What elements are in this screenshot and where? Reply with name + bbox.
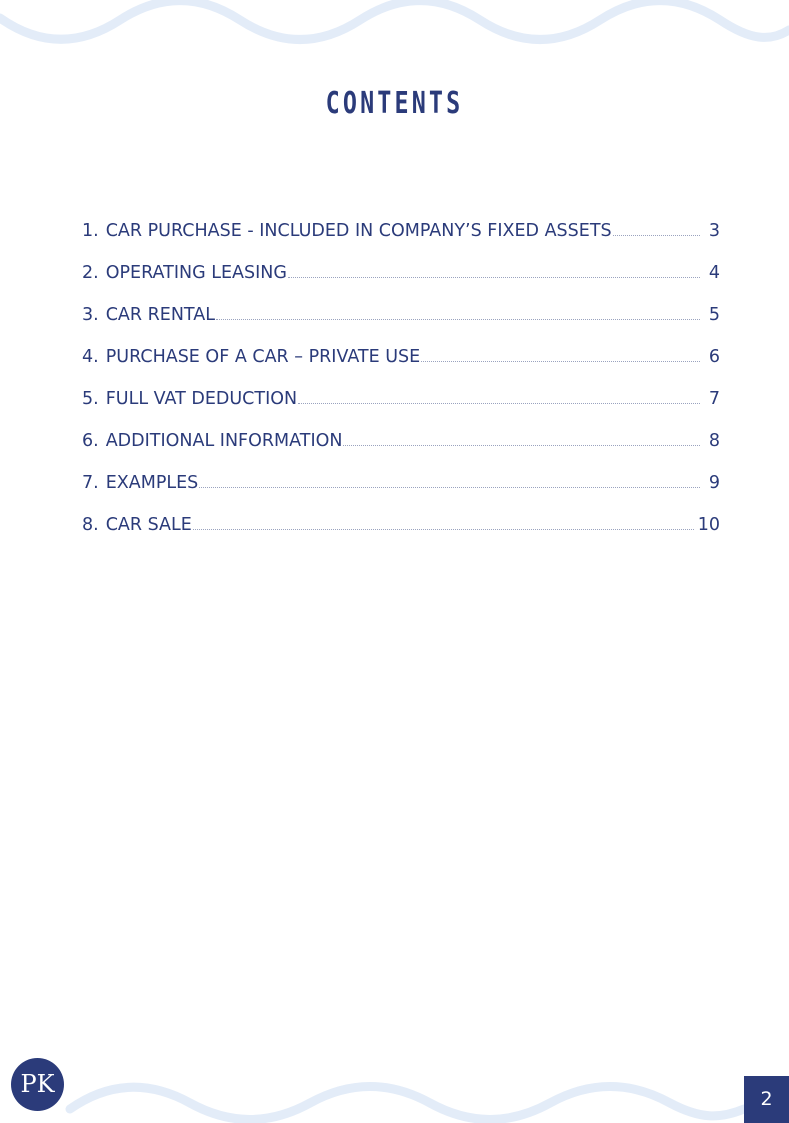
toc-entry-label: OPERATING LEASING <box>105 263 287 283</box>
toc-entry[interactable] <box>82 325 720 367</box>
toc-entry-page: 10 <box>697 515 720 535</box>
toc-entry-page: 6 <box>708 347 720 367</box>
toc-entry-number: 8. <box>82 515 99 535</box>
page-number-badge <box>744 1076 789 1123</box>
toc-entry[interactable] <box>82 409 720 451</box>
toc-entry-number: 5. <box>82 389 99 409</box>
dotted-leader <box>199 487 700 488</box>
dotted-leader <box>288 277 700 278</box>
toc-entry-label: FULL VAT DEDUCTION <box>105 389 298 409</box>
logo-text: PK <box>20 1070 55 1098</box>
toc-entry-page: 8 <box>708 431 720 451</box>
toc-entry[interactable] <box>82 199 720 241</box>
toc-entry[interactable] <box>82 493 720 535</box>
toc-entry-label: CAR PURCHASE - INCLUDED IN COMPANY’S FIXED ASSETS <box>105 221 612 241</box>
table-of-contents <box>82 199 720 535</box>
toc-entry-number: 6. <box>82 431 99 451</box>
toc-entry-number: 3. <box>82 305 99 325</box>
toc-entry[interactable] <box>82 241 720 283</box>
page-number: 2 <box>760 1088 773 1110</box>
toc-entry[interactable] <box>82 367 720 409</box>
toc-entry-label: CAR SALE <box>105 515 192 535</box>
toc-entry-page: 4 <box>708 263 720 283</box>
toc-entry-number: 2. <box>82 263 99 283</box>
company-logo <box>11 1058 64 1111</box>
dotted-leader <box>343 445 700 446</box>
dotted-leader <box>421 361 700 362</box>
toc-entry-number: 4. <box>82 347 99 367</box>
toc-entry-number: 7. <box>82 473 99 493</box>
toc-entry-page: 9 <box>708 473 720 493</box>
toc-entry-label: ADDITIONAL INFORMATION <box>105 431 343 451</box>
wave-decoration-top <box>0 0 789 60</box>
dotted-leader <box>193 529 694 530</box>
dotted-leader <box>298 403 700 404</box>
toc-entry-page: 7 <box>708 389 720 409</box>
toc-entry-label: EXAMPLES <box>105 473 199 493</box>
toc-entry[interactable] <box>82 451 720 493</box>
toc-entry-label: CAR RENTAL <box>105 305 215 325</box>
page-title: CONTENTS <box>325 86 464 121</box>
toc-entry-page: 5 <box>708 305 720 325</box>
toc-entry[interactable] <box>82 283 720 325</box>
toc-entry-number: 1. <box>82 221 99 241</box>
dotted-leader <box>216 319 700 320</box>
wave-decoration-bottom <box>0 1063 789 1123</box>
toc-entry-label: PURCHASE OF A CAR – PRIVATE USE <box>105 347 421 367</box>
dotted-leader <box>613 235 700 236</box>
toc-entry-page: 3 <box>708 221 720 241</box>
